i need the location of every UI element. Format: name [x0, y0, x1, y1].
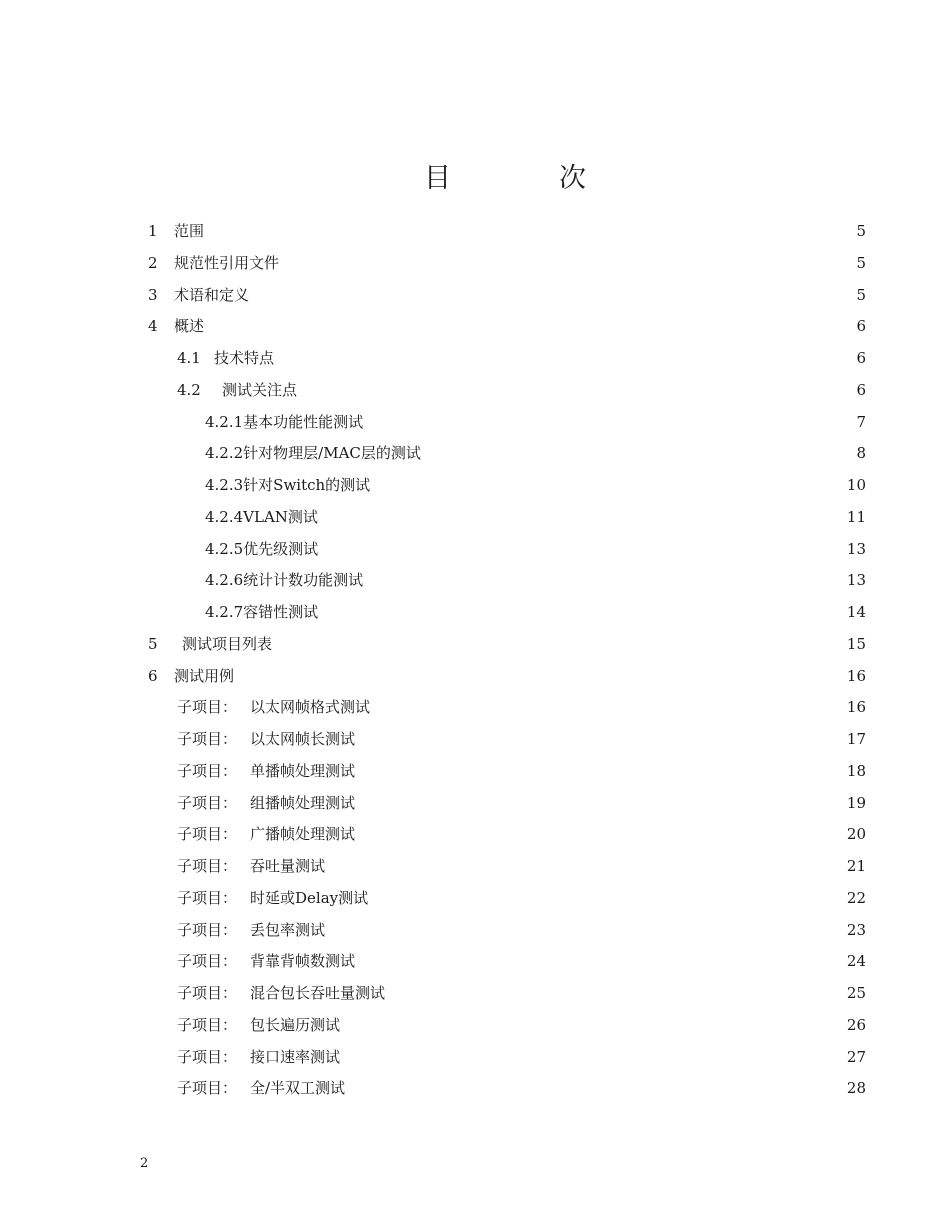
toc-entry[interactable] [0, 724, 950, 756]
toc-entry-title: 术语和定义 [174, 285, 250, 304]
toc-entry-number: 6 [148, 666, 158, 685]
toc-entry-number: 4.2 [177, 380, 201, 399]
toc-entry[interactable] [0, 375, 950, 407]
toc-entry-title: 4.2.7容错性测试 [205, 603, 319, 621]
toc-entry-title: 4.2.5优先级测试 [205, 539, 319, 558]
toc-entry-page: 17 [846, 730, 866, 748]
toc-entry[interactable] [0, 629, 950, 661]
toc-entry[interactable] [0, 248, 950, 280]
toc-entry-title: 全/半双工测试 [250, 1079, 346, 1098]
toc-entry-title: 组播帧处理测试 [250, 793, 356, 812]
toc-entry-prefix: 子项目： [177, 888, 238, 907]
toc-entry-page: 13 [846, 539, 866, 558]
toc-entry[interactable] [0, 597, 950, 629]
toc-entry-title: 接口速率测试 [250, 1047, 341, 1066]
toc-entry-page: 19 [846, 793, 866, 812]
toc-entry[interactable] [0, 692, 950, 724]
toc-entry[interactable] [0, 565, 950, 597]
toc-entry-page: 11 [846, 507, 866, 526]
toc-entry-prefix: 子项目： [177, 761, 238, 780]
toc-entry-page: 13 [846, 571, 866, 590]
toc-entry[interactable] [0, 946, 950, 978]
toc-entry[interactable] [0, 438, 950, 470]
toc-entry-prefix: 子项目： [177, 1047, 238, 1066]
toc-entry-title: 以太网帧长测试 [250, 730, 356, 748]
toc-entry-title: 吞吐量测试 [250, 857, 326, 875]
toc-entry-title: 以太网帧格式测试 [250, 698, 371, 717]
toc-entry[interactable] [0, 978, 950, 1010]
toc-entry-page: 10 [846, 476, 866, 494]
toc-entry-number: 1 [148, 222, 158, 240]
toc-entry-prefix: 子项目： [177, 984, 238, 1002]
toc-entry[interactable] [0, 788, 950, 820]
toc-entry-page: 27 [846, 1047, 866, 1066]
toc-entry-page: 14 [846, 603, 866, 621]
table-of-contents [0, 216, 950, 1105]
toc-entry[interactable] [0, 1010, 950, 1042]
toc-entry[interactable] [0, 883, 950, 915]
toc-entry-title: 广播帧处理测试 [250, 825, 356, 844]
toc-entry-page: 6 [856, 317, 866, 336]
toc-entry-title: 背靠背帧数测试 [250, 952, 356, 971]
toc-entry-title: 4.2.4VLAN测试 [205, 507, 318, 526]
toc-entry-prefix: 子项目： [177, 825, 238, 844]
toc-entry-prefix: 子项目： [177, 952, 238, 971]
toc-entry-title: 测试用例 [174, 666, 235, 685]
toc-entry-prefix: 子项目： [177, 1079, 238, 1098]
toc-entry-prefix: 子项目： [177, 793, 238, 812]
toc-entry-title: 丢包率测试 [250, 920, 326, 939]
toc-entry-title: 混合包长吞吐量测试 [250, 984, 386, 1002]
toc-entry-page: 22 [846, 888, 866, 907]
toc-entry-page: 16 [846, 698, 866, 717]
toc-entry[interactable] [0, 534, 950, 566]
toc-entry-page: 5 [856, 285, 866, 304]
toc-entry-page: 6 [856, 380, 866, 399]
toc-entry-page: 21 [846, 857, 866, 875]
toc-entry-page: 20 [846, 825, 866, 844]
toc-entry[interactable] [0, 819, 950, 851]
toc-entry-prefix: 子项目： [177, 730, 238, 748]
toc-entry-page: 8 [856, 444, 866, 463]
toc-entry-page: 24 [846, 952, 866, 971]
toc-entry[interactable] [0, 915, 950, 947]
toc-entry-page: 23 [846, 920, 866, 939]
toc-entry-prefix: 子项目： [177, 698, 238, 717]
toc-entry-prefix: 子项目： [177, 1015, 238, 1034]
toc-entry[interactable] [0, 1042, 950, 1074]
toc-entry-page: 5 [856, 253, 866, 272]
toc-entry-title: 4.2.6统计计数功能测试 [205, 571, 364, 590]
toc-entry-number: 4 [148, 317, 158, 336]
toc-entry[interactable] [0, 756, 950, 788]
toc-entry-page: 28 [846, 1079, 866, 1098]
toc-entry-number: 4.1 [177, 349, 201, 367]
toc-entry-title: 测试关注点 [222, 380, 298, 399]
toc-entry-page: 6 [856, 349, 866, 367]
toc-entry[interactable] [0, 1073, 950, 1105]
toc-entry[interactable] [0, 343, 950, 375]
toc-entry[interactable] [0, 661, 950, 693]
page-title [0, 156, 950, 195]
title-part-1: 目 [424, 163, 451, 194]
toc-entry[interactable] [0, 470, 950, 502]
footer-page-number: 2 [140, 1156, 149, 1171]
toc-entry[interactable] [0, 216, 950, 248]
toc-entry-title: 4.2.1基本功能性能测试 [205, 412, 364, 431]
toc-entry[interactable] [0, 851, 950, 883]
toc-entry-page: 18 [846, 761, 866, 780]
toc-entry-page: 16 [846, 666, 866, 685]
toc-entry-title: 4.2.3针对Switch的测试 [205, 476, 371, 494]
toc-entry-number: 3 [148, 285, 158, 304]
toc-entry[interactable] [0, 502, 950, 534]
title-part-2: 次 [559, 163, 586, 194]
toc-entry-page: 5 [856, 222, 866, 240]
toc-entry-title: 包长遍历测试 [250, 1015, 341, 1034]
toc-entry-title: 范围 [174, 222, 205, 240]
toc-entry-number: 2 [148, 253, 158, 272]
toc-entry-number: 5 [148, 634, 158, 653]
toc-entry-prefix: 子项目： [177, 920, 238, 939]
toc-entry-title: 规范性引用文件 [174, 253, 280, 272]
toc-entry-title: 单播帧处理测试 [250, 761, 356, 780]
toc-entry-title: 概述 [174, 317, 205, 336]
toc-entry-prefix: 子项目： [177, 857, 238, 875]
toc-entry-page: 7 [856, 412, 866, 431]
toc-entry-page: 15 [846, 634, 866, 653]
toc-entry-title: 测试项目列表 [182, 634, 273, 653]
toc-entry[interactable] [0, 311, 950, 343]
toc-entry-page: 25 [846, 984, 866, 1002]
toc-entry-title: 4.2.2针对物理层/MAC层的测试 [205, 444, 421, 463]
toc-entry[interactable] [0, 407, 950, 439]
toc-entry[interactable] [0, 280, 950, 312]
toc-entry-page: 26 [846, 1015, 866, 1034]
toc-entry-title: 技术特点 [214, 349, 275, 367]
toc-entry-title: 时延或Delay测试 [250, 888, 369, 907]
